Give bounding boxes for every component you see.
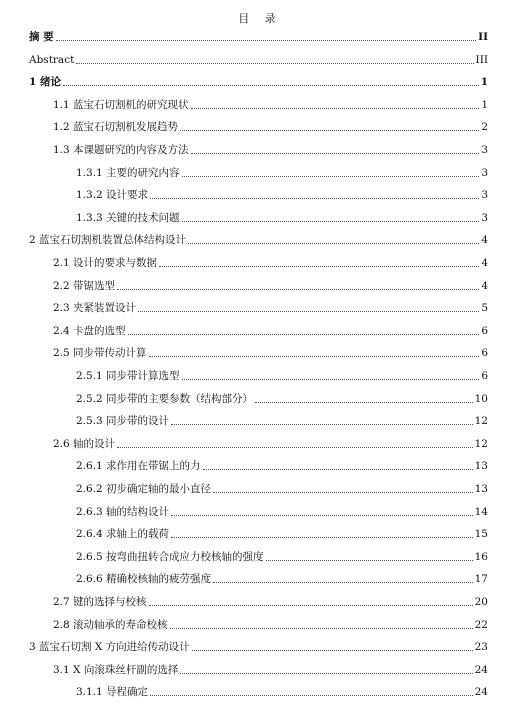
- toc-entry-page: 12: [474, 437, 488, 450]
- toc-leader-dots: [171, 536, 473, 538]
- toc-leader-dots: [138, 310, 479, 312]
- toc-entry[interactable]: [76, 505, 488, 519]
- toc-entry[interactable]: [76, 482, 488, 496]
- toc-leader-dots: [191, 107, 480, 109]
- toc-entry-page: 2: [481, 121, 488, 134]
- toc-entry-label: 2.6 轴的设计: [53, 437, 116, 450]
- toc-entry-label: 2.8 滚动轴承的寿命校核: [53, 618, 168, 631]
- toc-entry-page: 10: [474, 392, 488, 405]
- toc-title: 目 录: [238, 12, 282, 25]
- toc-entry-label: 2.5.1 同步带计算选型: [76, 370, 180, 382]
- toc-leader-dots: [171, 514, 473, 516]
- toc-entry-page: 5: [481, 302, 488, 315]
- toc-entry-page: 3: [481, 211, 488, 224]
- toc-entry-label: 2.6.3 轴的结构设计: [76, 505, 170, 518]
- toc-entry-label: 2.6.1 求作用在带锯上的力: [76, 460, 201, 473]
- toc-entry-page: 13: [474, 460, 488, 473]
- toc-leader-dots: [149, 355, 480, 357]
- toc-leader-dots: [213, 581, 473, 583]
- toc-entry-page: 4: [481, 257, 488, 269]
- toc-entry-label: 2.5.3 同步带的设计: [76, 415, 170, 428]
- toc-leader-dots: [203, 468, 473, 470]
- toc-entry-page: 24: [474, 686, 488, 699]
- toc-entry-label: 2.6.2 初步确定轴的最小直径: [76, 483, 212, 495]
- toc-entry-page: 4: [481, 234, 488, 247]
- toc-entry-label: 1.3.1 主要的研究内容: [76, 166, 180, 179]
- toc-entry[interactable]: [53, 279, 488, 293]
- toc-entry-label: 2.6.5 按弯曲扭转合成应力校核轴的强度: [76, 550, 264, 563]
- toc-entry[interactable]: [76, 414, 488, 428]
- toc-leader-dots: [150, 694, 473, 696]
- toc-entry-label: 1 绪论: [29, 76, 61, 89]
- toc-entry[interactable]: [76, 188, 488, 202]
- toc-entry-label: 2.1 设计的要求与数据: [53, 257, 158, 269]
- toc-entry-label: 3 蓝宝石切割 X 方向进给传动设计: [29, 641, 190, 654]
- toc-entry-page: III: [475, 53, 488, 66]
- toc-entry[interactable]: [29, 233, 488, 247]
- toc-entry[interactable]: [76, 527, 488, 541]
- toc-leader-dots: [117, 446, 473, 448]
- toc-entry[interactable]: [29, 53, 488, 67]
- toc-leader-dots: [76, 62, 473, 64]
- toc-entry-label: 2.4 卡盘的选型: [53, 324, 126, 337]
- toc-leader-dots: [128, 333, 480, 335]
- toc-leader-dots: [150, 197, 479, 199]
- toc-entry-page: 14: [474, 505, 488, 518]
- toc-entry-page: 3: [481, 144, 488, 156]
- toc-leader-dots: [266, 559, 473, 561]
- toc-leader-dots: [180, 129, 479, 131]
- toc-entry[interactable]: [29, 75, 488, 89]
- toc-entry[interactable]: [53, 595, 488, 609]
- toc-entry-label: 2.3 夹紧装置设计: [53, 302, 137, 315]
- toc-entry-page: 23: [474, 641, 488, 654]
- toc-leader-dots: [255, 401, 473, 403]
- toc-leader-dots: [56, 39, 477, 41]
- toc-entry-page: 22: [474, 618, 488, 631]
- toc-entry-page: 16: [474, 550, 488, 563]
- toc-entry[interactable]: [76, 550, 488, 564]
- toc-entry-page: II: [478, 31, 488, 43]
- toc-entry-label: 2.2 带锯选型: [53, 279, 116, 292]
- toc-entry-label: 2.5 同步带传动计算: [53, 347, 147, 360]
- toc-entry-page: 3: [481, 189, 488, 202]
- toc-entry-label: 3.1.1 导程确定: [76, 686, 149, 699]
- toc-leader-dots: [159, 265, 479, 267]
- toc-entry[interactable]: [76, 392, 488, 406]
- toc-entry-page: 12: [474, 415, 488, 428]
- toc-entry[interactable]: [76, 369, 488, 383]
- toc-leader-dots: [182, 378, 480, 380]
- toc-entry-page: 17: [474, 573, 488, 586]
- toc-entry-label: 1.2 蓝宝石切割机发展趋势: [53, 121, 179, 134]
- toc-entry[interactable]: [53, 98, 488, 112]
- toc-entry-label: 2.7 键的选择与校核: [53, 596, 147, 608]
- toc-entry[interactable]: [53, 663, 488, 677]
- toc-entry[interactable]: [76, 685, 488, 699]
- toc-leader-dots: [191, 152, 480, 154]
- toc-entry-label: 2.5.2 同步带的主要参数（结构部分）: [76, 392, 254, 405]
- toc-entry-label: 1.3.3 关键的技术问题: [76, 211, 180, 224]
- toc-leader-dots: [171, 423, 473, 425]
- toc-leader-dots: [182, 220, 480, 222]
- toc-leader-dots: [63, 84, 479, 86]
- toc-leader-dots: [188, 242, 479, 244]
- toc-leader-dots: [192, 649, 473, 651]
- toc-entry[interactable]: [53, 143, 488, 157]
- toc-entry[interactable]: [53, 437, 488, 451]
- toc-entry-page: 20: [474, 596, 488, 608]
- toc-entry[interactable]: [76, 166, 488, 180]
- toc-entry-page: 1: [481, 98, 488, 111]
- toc-entry-page: 4: [481, 279, 488, 292]
- toc-entry[interactable]: [53, 346, 488, 360]
- toc-entry-page: 15: [474, 528, 488, 541]
- toc-entry-label: 1.1 蓝宝石切割机的研究现状: [53, 98, 189, 111]
- toc-entry-page: 6: [481, 324, 488, 337]
- toc-entry-page: 1: [480, 76, 488, 89]
- toc-entry[interactable]: [53, 256, 488, 270]
- toc-entry-label: 摘 要: [29, 31, 54, 43]
- toc-entry-page: 13: [474, 483, 488, 495]
- toc-entry-label: 1.3 本课题研究的内容及方法: [53, 144, 189, 156]
- toc-entry-label: 2 蓝宝石切割机装置总体结构设计: [29, 234, 187, 247]
- toc-entry[interactable]: [53, 618, 488, 632]
- toc-leader-dots: [180, 672, 472, 674]
- toc-leader-dots: [149, 604, 473, 606]
- toc-entry[interactable]: [53, 301, 488, 315]
- toc-leader-dots: [170, 627, 473, 629]
- toc-entry-page: 3: [481, 166, 488, 179]
- toc-entry[interactable]: [53, 120, 488, 134]
- toc-entry-label: Abstract: [29, 53, 75, 66]
- toc-leader-dots: [117, 288, 479, 290]
- toc-entry[interactable]: [53, 324, 488, 338]
- toc-entry[interactable]: [76, 211, 488, 225]
- toc-entry-page: 6: [481, 370, 488, 382]
- toc-entry-page: 24: [474, 663, 488, 676]
- toc-entry-page: 6: [481, 347, 488, 360]
- toc-entry-label: 2.6.6 精确校核轴的疲劳强度: [76, 573, 212, 586]
- toc-entry[interactable]: [76, 572, 488, 586]
- toc-entry-label: 2.6.4 求轴上的载荷: [76, 528, 170, 541]
- toc-leader-dots: [182, 175, 480, 177]
- toc-entry-label: 1.3.2 设计要求: [76, 189, 149, 202]
- toc-entry[interactable]: [76, 459, 488, 473]
- toc-entry[interactable]: [29, 640, 488, 654]
- toc-entry[interactable]: [29, 30, 488, 44]
- toc-leader-dots: [213, 491, 473, 493]
- toc-entry-label: 3.1 X 向滚珠丝杆副的选择: [53, 663, 179, 676]
